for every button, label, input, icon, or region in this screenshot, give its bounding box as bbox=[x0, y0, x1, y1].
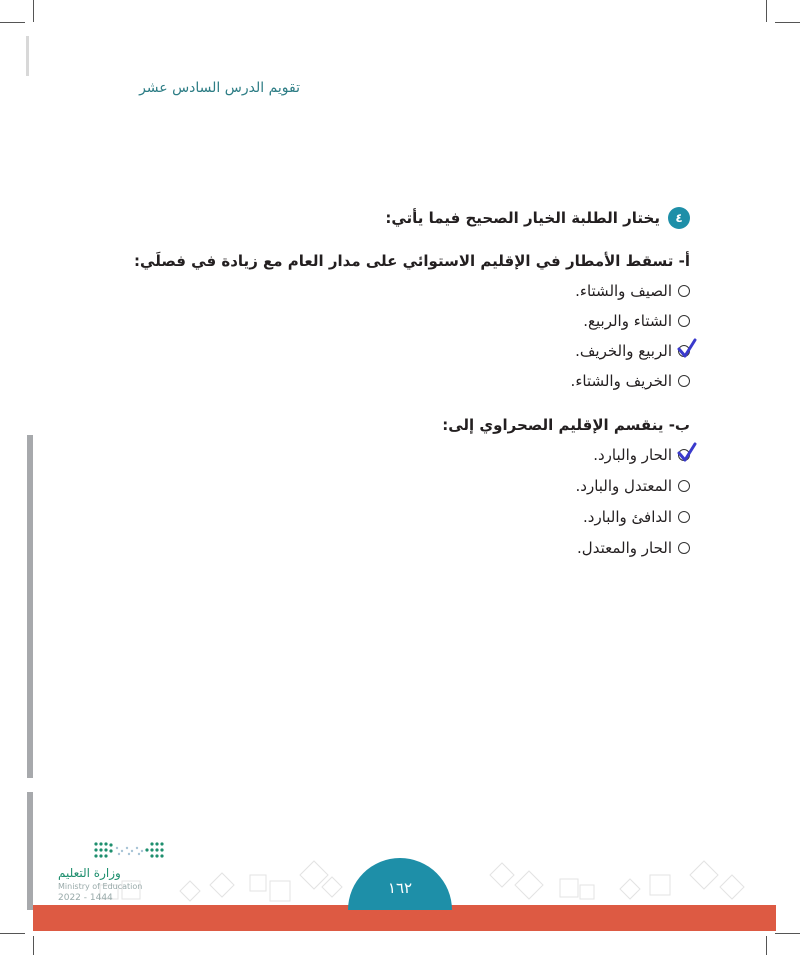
question-number-badge: ٤ bbox=[668, 207, 690, 229]
crop-mark bbox=[766, 0, 767, 22]
part-b-title: ب- ينقسم الإقليم الصحراوي إلى: bbox=[442, 416, 690, 434]
radio-icon bbox=[678, 375, 690, 387]
side-bar-upper bbox=[27, 435, 33, 778]
option-label: الحار والمعتدل. bbox=[577, 539, 672, 557]
part-a-title: أ- تسقط الأمطار في الإقليم الاستوائي على مدار العام مع زيادة في فصلَي: bbox=[134, 252, 690, 270]
crop-mark bbox=[0, 933, 25, 934]
option-label: الربيع والخريف. bbox=[575, 342, 672, 360]
option-label: الحار والبارد. bbox=[593, 446, 672, 464]
crop-mark bbox=[33, 0, 34, 22]
option-label: الشتاء والربيع. bbox=[583, 312, 672, 330]
question-text: يختار الطلبة الخيار الصحيح فيما يأتي: bbox=[385, 209, 660, 227]
checkmark-icon bbox=[677, 338, 697, 360]
ministry-logo-icon bbox=[92, 838, 168, 860]
radio-icon bbox=[678, 449, 690, 461]
page-number: ١٦٢ bbox=[348, 858, 452, 910]
option-label: الدافئ والبارد. bbox=[583, 508, 672, 526]
radio-icon bbox=[678, 345, 690, 357]
crop-mark bbox=[775, 22, 800, 23]
ministry-logo-english: Ministry of Education bbox=[58, 882, 143, 891]
radio-icon bbox=[678, 315, 690, 327]
ministry-logo-year: 2022 - 1444 bbox=[58, 893, 113, 903]
part-b-option[interactable] bbox=[576, 477, 690, 495]
option-label: الصيف والشتاء. bbox=[575, 282, 672, 300]
radio-icon bbox=[678, 285, 690, 297]
radio-icon bbox=[678, 480, 690, 492]
top-left-margin-bar bbox=[26, 36, 29, 76]
question-heading bbox=[385, 207, 690, 229]
part-a-option-checked[interactable] bbox=[575, 342, 690, 360]
ministry-logo-arabic: وزارة التعليم bbox=[58, 866, 121, 880]
checkmark-icon bbox=[677, 442, 697, 464]
part-a-option[interactable] bbox=[571, 372, 690, 390]
crop-mark bbox=[0, 22, 25, 23]
page-header-title: تقويم الدرس السادس عشر bbox=[139, 80, 300, 96]
part-b-option[interactable] bbox=[577, 539, 690, 557]
part-a-option[interactable] bbox=[583, 312, 690, 330]
part-b-option[interactable] bbox=[583, 508, 690, 526]
part-b-option-checked[interactable] bbox=[593, 446, 690, 464]
part-a-option[interactable] bbox=[575, 282, 690, 300]
crop-mark bbox=[33, 936, 34, 955]
option-label: المعتدل والبارد. bbox=[575, 477, 672, 495]
side-bar-lower bbox=[27, 792, 33, 910]
crop-mark bbox=[766, 936, 767, 955]
option-label: الخريف والشتاء. bbox=[570, 372, 672, 390]
crop-mark bbox=[775, 933, 800, 934]
radio-icon bbox=[678, 511, 690, 523]
radio-icon bbox=[678, 542, 690, 554]
